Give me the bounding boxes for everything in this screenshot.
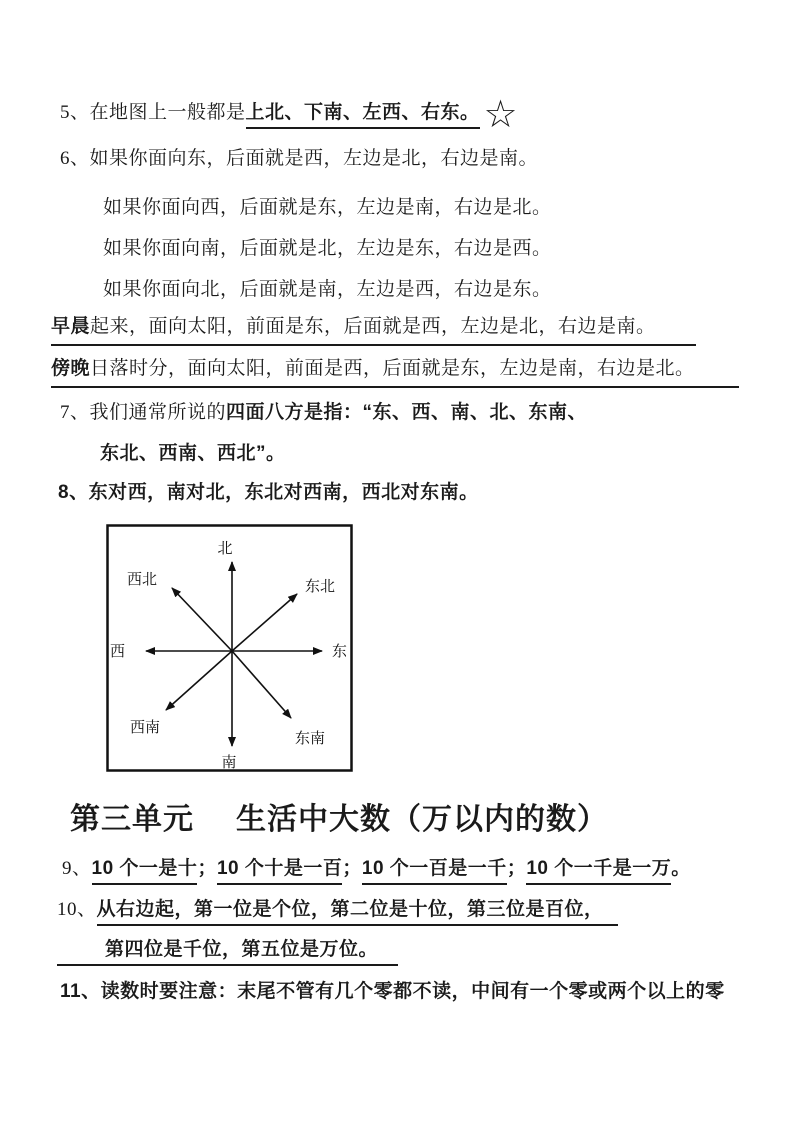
evening-lead: 傍晚 xyxy=(51,358,91,379)
morning-rule xyxy=(51,314,696,346)
item-7-lead: 我们通常所说的 xyxy=(89,402,227,423)
item-10-text-2: 第四位是千位，第五位是万位。 xyxy=(57,937,398,966)
item-5-number: 5、 xyxy=(60,102,90,123)
arrow-northwest xyxy=(172,588,232,651)
label-northeast: 东北 xyxy=(305,579,336,595)
item-9-sep-1: ； xyxy=(197,858,217,879)
arrow-southwest xyxy=(166,651,232,710)
section-heading xyxy=(70,800,608,840)
item-9-sep-2: ； xyxy=(342,858,362,879)
item-9-phrase-4: 10 个一千是一万 xyxy=(526,856,671,885)
item-7-line-1 xyxy=(60,400,587,426)
label-north: 北 xyxy=(217,541,233,557)
item-8: 8、东对西，南对北，东北对西南，西北对东南。 xyxy=(58,482,479,503)
item-7-bold-1: 四面八方是指：“东、西、南、北、东南、 xyxy=(226,402,588,423)
item-9 xyxy=(62,856,691,885)
item-10-line-1 xyxy=(57,897,618,926)
section-unit: 第三单元 xyxy=(70,803,194,836)
arrow-northeast xyxy=(232,594,297,651)
item-6-line-3: 如果你面向南，后面就是北，左边是东，右边是西。 xyxy=(103,238,552,259)
compass-svg xyxy=(106,524,353,772)
label-west: 西 xyxy=(110,644,126,660)
label-northwest: 西北 xyxy=(127,572,158,588)
item-11: 11、读数时要注意：末尾不管有几个零都不读，中间有一个零或两个以上的零 xyxy=(60,981,725,1002)
item-9-phrase-1: 10 个一是十 xyxy=(92,856,198,885)
item-5-lead: 在地图上一般都是 xyxy=(89,102,246,123)
evening-rule xyxy=(51,356,739,388)
item-7-number: 7、 xyxy=(60,402,90,423)
item-7-line-2: 东北、西南、西北”。 xyxy=(100,443,286,464)
label-southeast: 东南 xyxy=(295,731,326,747)
item-5 xyxy=(60,92,519,136)
item-9-phrase-2: 10 个十是一百 xyxy=(217,856,342,885)
arrow-southeast xyxy=(232,651,291,718)
label-south: 南 xyxy=(221,755,237,771)
star-icon: ☆ xyxy=(483,92,519,136)
item-9-phrase-3: 10 个一百是一千 xyxy=(362,856,507,885)
item-10-line-2 xyxy=(57,937,398,966)
section-name: 生活中大数（万以内的数） xyxy=(236,803,608,836)
item-9-number: 9、 xyxy=(62,858,92,879)
item-10-text-1: 从右边起，第一位是个位，第二位是十位，第三位是百位， xyxy=(97,897,618,926)
item-5-highlight: 上北、下南、左西、右东。 xyxy=(246,100,480,129)
item-9-sep-4: 。 xyxy=(671,858,691,879)
item-6-line-1: 6、如果你面向东，后面就是西，左边是北，右边是南。 xyxy=(60,148,539,169)
morning-rest: 起来，面向太阳，前面是东，后面就是西，左边是北，右边是南。 xyxy=(90,316,656,337)
item-6-line-2: 如果你面向西，后面就是东，左边是南，右边是北。 xyxy=(103,197,552,218)
item-6-line-4: 如果你面向北，后面就是南，左边是西，右边是东。 xyxy=(103,279,552,300)
label-southwest: 西南 xyxy=(130,720,161,736)
item-9-sep-3: ； xyxy=(506,858,527,879)
label-east: 东 xyxy=(332,644,348,660)
compass-diagram xyxy=(106,524,353,772)
morning-lead: 早晨 xyxy=(51,316,91,337)
item-10-number: 10、 xyxy=(57,899,97,920)
evening-rest: 日落时分，面向太阳，前面是西，后面就是东，左边是南，右边是北。 xyxy=(90,358,695,379)
